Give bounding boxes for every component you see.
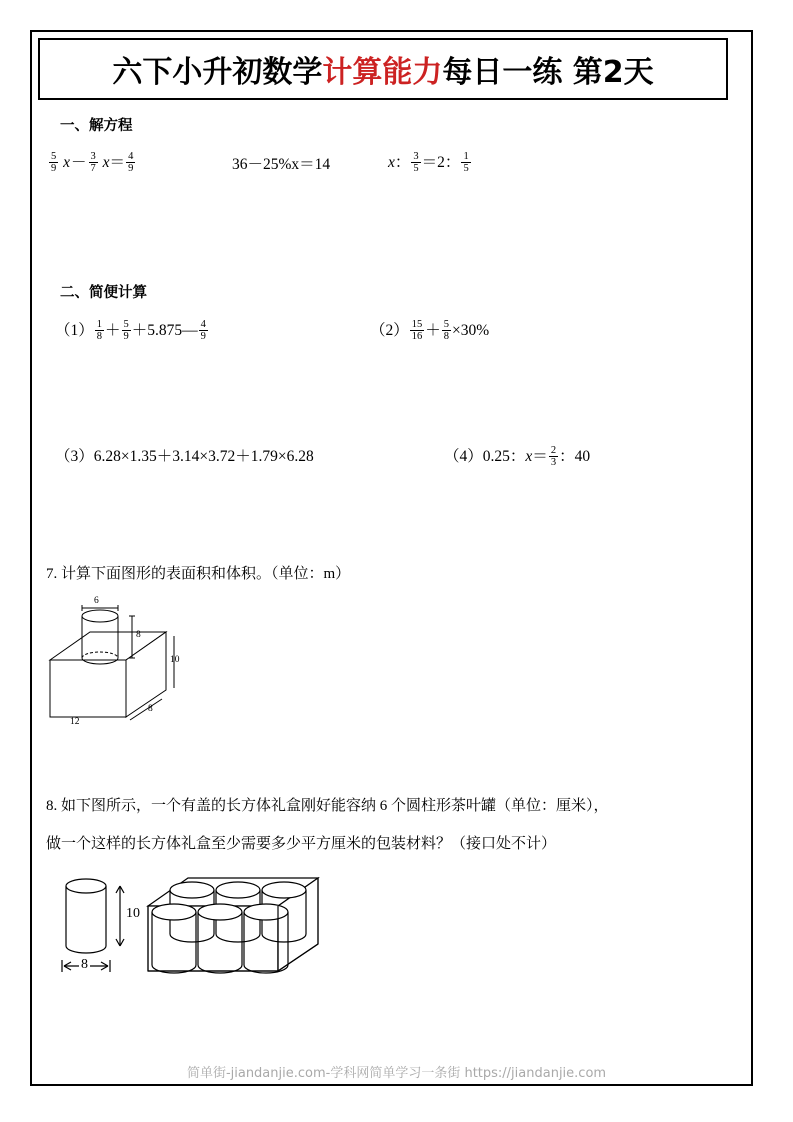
equals-sign: ＝ [109,154,126,171]
operator-minus: — [182,322,198,339]
variable-x-2: x [102,154,110,171]
item-label-2: （2） [370,322,409,339]
question-8-line-2 [46,833,556,856]
label-can-height: 10 [126,906,140,921]
fraction-5-9: $\frac{5}{9}$ [123,319,129,343]
decimal-value: 5.875 [147,322,183,339]
fraction-4-9: $\frac{4}{9}$ [128,151,134,175]
label-box-height: 10 [170,655,180,665]
operator-plus: ＋ [425,322,441,339]
watermark-text: 简单街-jiandanjie.com-学科网简单学习一条街 https://jiandanjie.com [186,1066,607,1081]
question-7-text: 计算下面图形的表面积和体积。（单位：m） [61,566,351,582]
label-box-depth: 8 [148,704,153,714]
calc-item-4 [444,444,590,469]
operator-plus-2: ＋ [131,322,148,339]
question-8-text-line1: 如下图所示，一个有盖的长方体礼盒刚好能容纳 6 个圆柱形茶叶罐（单位：厘米）， [61,798,609,814]
fraction-3-7: $\frac{3}{7}$ [90,151,96,175]
question-7-number: 7. [46,566,58,582]
question-7 [46,563,350,586]
equation-3 [388,150,472,175]
title-part-1: 六下小升初数学 [112,55,323,90]
equals-sign: ＝ [421,154,438,171]
ratio-colon-2: ： [444,154,461,171]
question-8-number: 8. [46,798,58,814]
variable-x: x [525,448,533,465]
number-two: 2 [437,154,445,171]
variable-x: x [63,154,71,171]
fraction-5-8: $\frac{5}{8}$ [443,319,450,343]
section-heading-equations: 一、解方程 [60,118,133,134]
label-can-diameter: 8 [81,957,88,972]
equation-2: 36－25%x＝14 [232,156,331,173]
calc-item-1 [55,318,209,343]
figure-cans-in-box [48,868,388,993]
title-banner [38,38,728,100]
item-label-3: （3） [55,448,94,465]
question-8-line-1 [46,795,609,818]
ratio-colon: ： [394,154,411,171]
page-title [112,47,653,91]
fraction-2-3: $\frac{2}{3}$ [550,445,557,469]
item-label-4: （4） [444,448,483,465]
title-part-2: 每日一练 第2天 [442,55,654,90]
section-heading-simple-calc: 二、简便计算 [60,285,147,301]
fraction-3-5: $\frac{3}{5}$ [413,151,419,175]
fraction-1-5: $\frac{1}{5}$ [463,151,469,175]
fraction-15-16: $\frac{15}{16}$ [411,319,423,343]
fraction-5-9: $\frac{5}{9}$ [51,151,57,175]
label-cylinder-height: 8 [136,630,141,640]
equals-sign: ＝ [532,448,548,465]
variable-x: x [388,154,395,171]
percent-value: 30% [460,322,490,339]
equation-1 [48,150,136,175]
operator-times: × [452,322,461,339]
label-cylinder-diameter: 6 [94,596,99,606]
calc-item-2 [370,318,489,343]
label-box-width: 12 [70,717,80,727]
fraction-4-9: $\frac{4}{9}$ [200,319,206,343]
question-8-text-line2: 做一个这样的长方体礼盒至少需要多少平方厘米的包装材料？（接口处不计） [46,836,557,852]
calc-expression-3: 6.28×1.35＋3.14×3.72＋1.79×6.28 [93,448,314,465]
operator-minus: － [71,154,87,171]
item-label-1: （1） [55,322,94,339]
figure-cylinder-on-box [44,596,234,740]
operator-plus: ＋ [105,322,121,339]
lead-value: 0.25： [482,448,526,465]
title-highlight: 计算能力 [322,55,443,90]
calc-item-3 [55,444,314,466]
tail-value: ：40 [559,448,591,465]
fraction-1-8: $\frac{1}{8}$ [96,319,103,343]
